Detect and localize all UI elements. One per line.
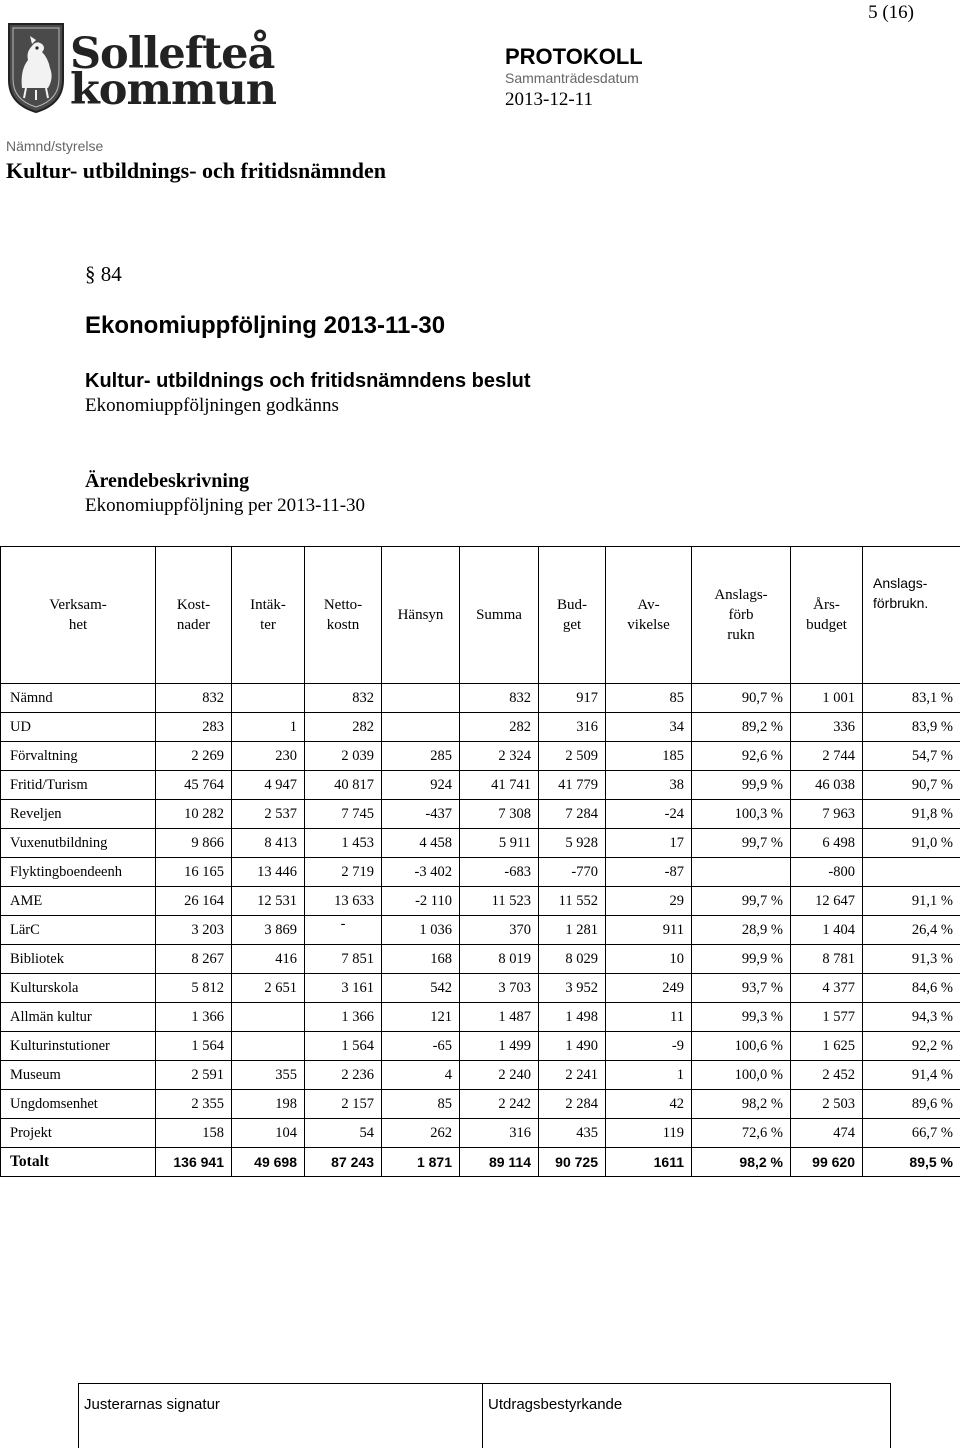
meeting-date-label: Sammanträdesdatum bbox=[505, 70, 639, 86]
table-cell: 26,4 % bbox=[863, 916, 960, 945]
table-cell: 11 523 bbox=[460, 887, 539, 916]
column-header-line: get bbox=[541, 615, 603, 635]
column-header bbox=[382, 547, 460, 684]
table-cell: 1 001 bbox=[791, 684, 863, 713]
table-cell: 1 036 bbox=[382, 916, 460, 945]
table-cell: 12 531 bbox=[232, 887, 305, 916]
row-label: Förvaltning bbox=[1, 742, 156, 771]
row-label: Bibliotek bbox=[1, 945, 156, 974]
table-cell: 1 564 bbox=[156, 1032, 232, 1061]
table-cell: 5 928 bbox=[539, 829, 606, 858]
decision-text: Ekonomiuppföljningen godkänns bbox=[85, 395, 339, 417]
row-label: Allmän kultur bbox=[1, 1003, 156, 1032]
table-cell: 41 779 bbox=[539, 771, 606, 800]
column-header-line: Summa bbox=[462, 605, 536, 625]
table-cell bbox=[692, 858, 791, 887]
table-cell: 89,6 % bbox=[863, 1090, 960, 1119]
column-header-line: nader bbox=[158, 615, 229, 635]
column-header-line: Verksam- bbox=[3, 595, 153, 615]
table-cell: 26 164 bbox=[156, 887, 232, 916]
column-header bbox=[539, 547, 606, 684]
column-header-line: Anslags- bbox=[873, 573, 958, 593]
table-cell: 158 bbox=[156, 1119, 232, 1148]
table-cell: 40 817 bbox=[305, 771, 382, 800]
signature-label: Justerarnas signatur bbox=[84, 1396, 220, 1413]
table-cell: 262 bbox=[382, 1119, 460, 1148]
row-label: Ungdomsenhet bbox=[1, 1090, 156, 1119]
table-cell: 2 157 bbox=[305, 1090, 382, 1119]
table-cell: 2 240 bbox=[460, 1061, 539, 1090]
table-cell: 1 625 bbox=[791, 1032, 863, 1061]
table-row bbox=[1, 945, 960, 974]
row-label: Nämnd bbox=[1, 684, 156, 713]
table-cell: 2 719 bbox=[305, 858, 382, 887]
table-cell: 316 bbox=[460, 1119, 539, 1148]
table-cell: 91,4 % bbox=[863, 1061, 960, 1090]
table-cell bbox=[382, 713, 460, 742]
column-header-line: Intäk- bbox=[234, 595, 302, 615]
column-header-line: Kost- bbox=[158, 595, 229, 615]
table-cell: 2 452 bbox=[791, 1061, 863, 1090]
column-header bbox=[232, 547, 305, 684]
column-header-line: förb bbox=[694, 605, 788, 625]
column-header bbox=[460, 547, 539, 684]
table-cell: 1 871 bbox=[382, 1148, 460, 1177]
table-row bbox=[1, 974, 960, 1003]
table-cell: 2 744 bbox=[791, 742, 863, 771]
table-cell: 49 698 bbox=[232, 1148, 305, 1177]
column-header bbox=[863, 547, 960, 684]
table-cell: 92,6 % bbox=[692, 742, 791, 771]
table-cell: 1 366 bbox=[305, 1003, 382, 1032]
org-label: Nämnd/styrelse bbox=[6, 138, 103, 154]
table-cell: 1 499 bbox=[460, 1032, 539, 1061]
column-header-line: ter bbox=[234, 615, 302, 635]
table-cell: 83,9 % bbox=[863, 713, 960, 742]
column-header-line: Hänsyn bbox=[384, 605, 457, 625]
table-cell: 7 963 bbox=[791, 800, 863, 829]
table-cell: 7 851 bbox=[305, 945, 382, 974]
table-cell: 249 bbox=[606, 974, 692, 1003]
table-cell: -683 bbox=[460, 858, 539, 887]
row-label: Fritid/Turism bbox=[1, 771, 156, 800]
table-cell: 38 bbox=[606, 771, 692, 800]
column-header-line: Netto- bbox=[307, 595, 379, 615]
table-cell: 42 bbox=[606, 1090, 692, 1119]
table-cell: 2 324 bbox=[460, 742, 539, 771]
table-cell: 94,3 % bbox=[863, 1003, 960, 1032]
table-cell: 283 bbox=[156, 713, 232, 742]
table-cell: 832 bbox=[156, 684, 232, 713]
table-cell: 4 bbox=[382, 1061, 460, 1090]
table-cell: 121 bbox=[382, 1003, 460, 1032]
table-cell: 6 498 bbox=[791, 829, 863, 858]
table-cell: 98,2 % bbox=[692, 1148, 791, 1177]
table-cell: 90,7 % bbox=[692, 684, 791, 713]
table-cell: -24 bbox=[606, 800, 692, 829]
table-cell: 3 161 bbox=[305, 974, 382, 1003]
table-cell: 4 947 bbox=[232, 771, 305, 800]
column-header-line: Anslags- bbox=[694, 585, 788, 605]
description-text: Ekonomiuppföljning per 2013-11-30 bbox=[85, 495, 365, 517]
table-cell bbox=[382, 684, 460, 713]
table-cell: 119 bbox=[606, 1119, 692, 1148]
table-cell: 542 bbox=[382, 974, 460, 1003]
table-cell: -437 bbox=[382, 800, 460, 829]
table-cell: 89,5 % bbox=[863, 1148, 960, 1177]
table-cell: 11 552 bbox=[539, 887, 606, 916]
column-header-line: rukn bbox=[694, 625, 788, 645]
municipality-logo bbox=[6, 18, 266, 118]
budget-table bbox=[0, 546, 960, 1177]
table-cell: 28,9 % bbox=[692, 916, 791, 945]
table-cell: 3 869 bbox=[232, 916, 305, 945]
column-header bbox=[791, 547, 863, 684]
table-cell: 1 487 bbox=[460, 1003, 539, 1032]
table-cell: 2 355 bbox=[156, 1090, 232, 1119]
table-cell bbox=[232, 1032, 305, 1061]
table-cell: 91,8 % bbox=[863, 800, 960, 829]
coat-of-arms-icon bbox=[6, 18, 66, 114]
table-cell: 10 bbox=[606, 945, 692, 974]
table-cell: 90,7 % bbox=[863, 771, 960, 800]
table-row bbox=[1, 1032, 960, 1061]
table-cell: -87 bbox=[606, 858, 692, 887]
section-title: Ekonomiuppföljning 2013-11-30 bbox=[85, 312, 445, 340]
table-cell: 2 241 bbox=[539, 1061, 606, 1090]
table-cell: 85 bbox=[606, 684, 692, 713]
table-cell: -800 bbox=[791, 858, 863, 887]
table-cell: 168 bbox=[382, 945, 460, 974]
column-header-line: het bbox=[3, 615, 153, 635]
table-cell: 474 bbox=[791, 1119, 863, 1148]
row-label: Reveljen bbox=[1, 800, 156, 829]
table-cell: 2 242 bbox=[460, 1090, 539, 1119]
column-header-line: budget bbox=[793, 615, 860, 635]
description-heading: Ärendebeskrivning bbox=[85, 470, 249, 493]
table-cell: 924 bbox=[382, 771, 460, 800]
table-row bbox=[1, 916, 960, 945]
table-cell bbox=[232, 684, 305, 713]
table-cell: 8 413 bbox=[232, 829, 305, 858]
table-cell: 185 bbox=[606, 742, 692, 771]
table-cell: 93,7 % bbox=[692, 974, 791, 1003]
signature-footer bbox=[78, 1383, 891, 1448]
table-row bbox=[1, 1061, 960, 1090]
table-cell: 230 bbox=[232, 742, 305, 771]
total-row bbox=[1, 1148, 960, 1177]
table-cell: 198 bbox=[232, 1090, 305, 1119]
table-cell: 99,9 % bbox=[692, 945, 791, 974]
table-cell: 1 577 bbox=[791, 1003, 863, 1032]
table-cell: 92,2 % bbox=[863, 1032, 960, 1061]
table-cell: 1 bbox=[606, 1061, 692, 1090]
table-cell: 13 633 bbox=[305, 887, 382, 916]
page-number: 5 (16) bbox=[868, 2, 914, 24]
table-cell: 2 039 bbox=[305, 742, 382, 771]
column-header bbox=[1, 547, 156, 684]
table-cell: 83,1 % bbox=[863, 684, 960, 713]
signature-cell bbox=[79, 1384, 483, 1448]
decision-heading: Kultur- utbildnings och fritidsnämndens beslut bbox=[85, 370, 531, 393]
table-cell: 91,0 % bbox=[863, 829, 960, 858]
table-cell: 7 308 bbox=[460, 800, 539, 829]
table-cell: 8 781 bbox=[791, 945, 863, 974]
row-label: LärC bbox=[1, 916, 156, 945]
table-cell: 4 377 bbox=[791, 974, 863, 1003]
column-header-line: Års- bbox=[793, 595, 860, 615]
table-cell: 1 564 bbox=[305, 1032, 382, 1061]
table-cell: 416 bbox=[232, 945, 305, 974]
org-name: Kultur- utbildnings- och fritidsnämnden bbox=[6, 158, 386, 184]
table-cell: 99,3 % bbox=[692, 1003, 791, 1032]
table-cell: 10 282 bbox=[156, 800, 232, 829]
column-header-line: Av- bbox=[608, 595, 689, 615]
table-row bbox=[1, 684, 960, 713]
table-cell: 2 269 bbox=[156, 742, 232, 771]
table-cell: 2 236 bbox=[305, 1061, 382, 1090]
table-cell: 4 458 bbox=[382, 829, 460, 858]
row-label: Vuxenutbildning bbox=[1, 829, 156, 858]
table-cell: 9 866 bbox=[156, 829, 232, 858]
paragraph-number: § 84 bbox=[85, 262, 122, 287]
table-row bbox=[1, 771, 960, 800]
table-cell: 54 bbox=[305, 1119, 382, 1148]
table-cell: 91,1 % bbox=[863, 887, 960, 916]
table-cell: 46 038 bbox=[791, 771, 863, 800]
table-cell: -2 110 bbox=[382, 887, 460, 916]
table-cell: 1 281 bbox=[539, 916, 606, 945]
table-cell: 2 509 bbox=[539, 742, 606, 771]
column-header bbox=[692, 547, 791, 684]
table-row bbox=[1, 858, 960, 887]
table-cell: 282 bbox=[460, 713, 539, 742]
table-cell: 1 404 bbox=[791, 916, 863, 945]
table-cell: 85 bbox=[382, 1090, 460, 1119]
table-cell: 16 165 bbox=[156, 858, 232, 887]
table-cell: 17 bbox=[606, 829, 692, 858]
column-header bbox=[156, 547, 232, 684]
row-label: UD bbox=[1, 713, 156, 742]
row-label: Kulturskola bbox=[1, 974, 156, 1003]
table-cell: 89,2 % bbox=[692, 713, 791, 742]
table-cell: 911 bbox=[606, 916, 692, 945]
table-cell: 435 bbox=[539, 1119, 606, 1148]
table-cell: - bbox=[305, 916, 382, 945]
table-cell: 41 741 bbox=[460, 771, 539, 800]
table-cell: 316 bbox=[539, 713, 606, 742]
row-label: AME bbox=[1, 887, 156, 916]
municipality-line1: Sollefteå bbox=[70, 36, 276, 72]
table-cell: 832 bbox=[460, 684, 539, 713]
table-cell: 13 446 bbox=[232, 858, 305, 887]
table-cell: 832 bbox=[305, 684, 382, 713]
table-cell: 104 bbox=[232, 1119, 305, 1148]
table-cell: 5 911 bbox=[460, 829, 539, 858]
table-cell: 91,3 % bbox=[863, 945, 960, 974]
extract-cell bbox=[483, 1384, 890, 1448]
table-row bbox=[1, 1090, 960, 1119]
table-cell: 2 284 bbox=[539, 1090, 606, 1119]
table-cell: 1 453 bbox=[305, 829, 382, 858]
table-cell: 87 243 bbox=[305, 1148, 382, 1177]
table-cell: 54,7 % bbox=[863, 742, 960, 771]
table-cell: -770 bbox=[539, 858, 606, 887]
document-type: PROTOKOLL bbox=[505, 44, 643, 70]
table-cell: 8 019 bbox=[460, 945, 539, 974]
table-cell: 282 bbox=[305, 713, 382, 742]
table-cell bbox=[863, 858, 960, 887]
table-cell: 370 bbox=[460, 916, 539, 945]
row-label: Totalt bbox=[1, 1148, 156, 1177]
row-label: Flyktingboendeenh bbox=[1, 858, 156, 887]
table-cell: 1 498 bbox=[539, 1003, 606, 1032]
table-cell: 7 745 bbox=[305, 800, 382, 829]
table-cell: 99,9 % bbox=[692, 771, 791, 800]
table-cell: 100,6 % bbox=[692, 1032, 791, 1061]
table-cell: 90 725 bbox=[539, 1148, 606, 1177]
column-header bbox=[305, 547, 382, 684]
table-cell: 84,6 % bbox=[863, 974, 960, 1003]
table-cell: 99,7 % bbox=[692, 829, 791, 858]
table-cell: -9 bbox=[606, 1032, 692, 1061]
table-cell: 98,2 % bbox=[692, 1090, 791, 1119]
column-header-line: Bud- bbox=[541, 595, 603, 615]
table-row bbox=[1, 742, 960, 771]
municipality-line2: kommun bbox=[70, 72, 276, 108]
column-header bbox=[606, 547, 692, 684]
table-row bbox=[1, 1119, 960, 1148]
table-cell: 11 bbox=[606, 1003, 692, 1032]
table-cell: 285 bbox=[382, 742, 460, 771]
column-header-line: vikelse bbox=[608, 615, 689, 635]
table-cell: 45 764 bbox=[156, 771, 232, 800]
table-cell: 66,7 % bbox=[863, 1119, 960, 1148]
table-cell: 1 bbox=[232, 713, 305, 742]
column-header-line: kostn bbox=[307, 615, 379, 635]
table-cell: 2 651 bbox=[232, 974, 305, 1003]
column-header-line: förbrukn. bbox=[873, 593, 958, 613]
table-cell: 2 537 bbox=[232, 800, 305, 829]
table-row bbox=[1, 800, 960, 829]
table-cell: 8 029 bbox=[539, 945, 606, 974]
table-cell: 5 812 bbox=[156, 974, 232, 1003]
table-cell: 336 bbox=[791, 713, 863, 742]
table-cell bbox=[232, 1003, 305, 1032]
table-cell: 136 941 bbox=[156, 1148, 232, 1177]
meeting-date: 2013-12-11 bbox=[505, 89, 593, 111]
table-cell: 2 591 bbox=[156, 1061, 232, 1090]
table-cell: 3 952 bbox=[539, 974, 606, 1003]
table-cell: 100,3 % bbox=[692, 800, 791, 829]
table-cell: 1 366 bbox=[156, 1003, 232, 1032]
table-cell: 100,0 % bbox=[692, 1061, 791, 1090]
table-cell: 7 284 bbox=[539, 800, 606, 829]
table-row bbox=[1, 713, 960, 742]
table-row bbox=[1, 1003, 960, 1032]
table-cell: 89 114 bbox=[460, 1148, 539, 1177]
table-cell: 12 647 bbox=[791, 887, 863, 916]
table-cell: -3 402 bbox=[382, 858, 460, 887]
table-cell: -65 bbox=[382, 1032, 460, 1061]
extract-label: Utdragsbestyrkande bbox=[488, 1396, 622, 1413]
row-label: Projekt bbox=[1, 1119, 156, 1148]
table-cell: 2 503 bbox=[791, 1090, 863, 1119]
table-cell: 3 203 bbox=[156, 916, 232, 945]
table-cell: 1611 bbox=[606, 1148, 692, 1177]
table-cell: 8 267 bbox=[156, 945, 232, 974]
table-cell: 917 bbox=[539, 684, 606, 713]
table-cell: 72,6 % bbox=[692, 1119, 791, 1148]
table-header-row bbox=[1, 547, 960, 684]
table-cell: 34 bbox=[606, 713, 692, 742]
table-cell: 29 bbox=[606, 887, 692, 916]
table-cell: 3 703 bbox=[460, 974, 539, 1003]
table-cell: 355 bbox=[232, 1061, 305, 1090]
table-cell: 99,7 % bbox=[692, 887, 791, 916]
table-row bbox=[1, 829, 960, 858]
municipality-name bbox=[70, 36, 276, 108]
table-cell: 99 620 bbox=[791, 1148, 863, 1177]
row-label: Museum bbox=[1, 1061, 156, 1090]
table-cell: 1 490 bbox=[539, 1032, 606, 1061]
row-label: Kulturinstutioner bbox=[1, 1032, 156, 1061]
table-row bbox=[1, 887, 960, 916]
